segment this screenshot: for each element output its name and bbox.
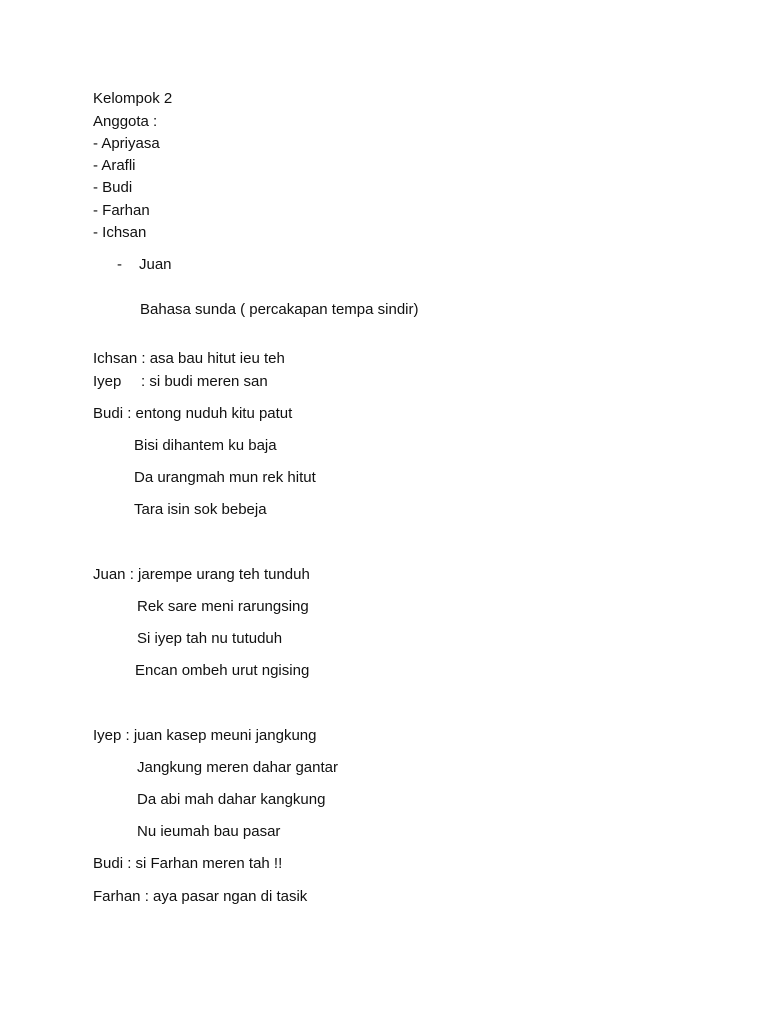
- member-item: Juan: [139, 256, 172, 273]
- dialogue-line: Ichsan : asa bau hitut ieu teh: [93, 350, 285, 367]
- group-title: Kelompok 2: [93, 90, 173, 107]
- dialogue-line: Rek sare meni rarungsing: [137, 598, 309, 615]
- dialogue-line: Iyep : juan kasep meuni jangkung: [93, 727, 317, 744]
- dialogue-speaker: Iyep: [93, 373, 122, 390]
- member-item: - Apriyasa: [93, 135, 160, 152]
- member-item: - Budi: [93, 179, 133, 196]
- dialogue-line: Budi : entong nuduh kitu patut: [93, 405, 293, 422]
- dialogue-line: Bisi dihantem ku baja: [134, 437, 277, 454]
- dialogue-line: Si iyep tah nu tutuduh: [137, 630, 283, 647]
- dialogue-line: Juan : jarempe urang teh tunduh: [93, 566, 310, 583]
- dialogue-line: Nu ieumah bau pasar: [137, 823, 281, 840]
- member-item: - Arafli: [93, 157, 136, 174]
- dialogue-line: : si budi meren san: [141, 373, 268, 390]
- dialogue-line: Da abi mah dahar kangkung: [137, 791, 326, 808]
- dialogue-title: Bahasa sunda ( percakapan tempa sindir): [140, 301, 419, 318]
- list-bullet: -: [117, 256, 122, 273]
- dialogue-line: Budi : si Farhan meren tah !!: [93, 855, 283, 872]
- dialogue-line: Da urangmah mun rek hitut: [134, 469, 316, 486]
- dialogue-line: Tara isin sok bebeja: [134, 501, 267, 518]
- members-label: Anggota :: [93, 113, 158, 130]
- member-item: - Farhan: [93, 202, 150, 219]
- dialogue-line: Farhan : aya pasar ngan di tasik: [93, 888, 308, 905]
- dialogue-line: Encan ombeh urut ngising: [135, 662, 310, 679]
- member-item: - Ichsan: [93, 224, 147, 241]
- dialogue-line: Jangkung meren dahar gantar: [137, 759, 338, 776]
